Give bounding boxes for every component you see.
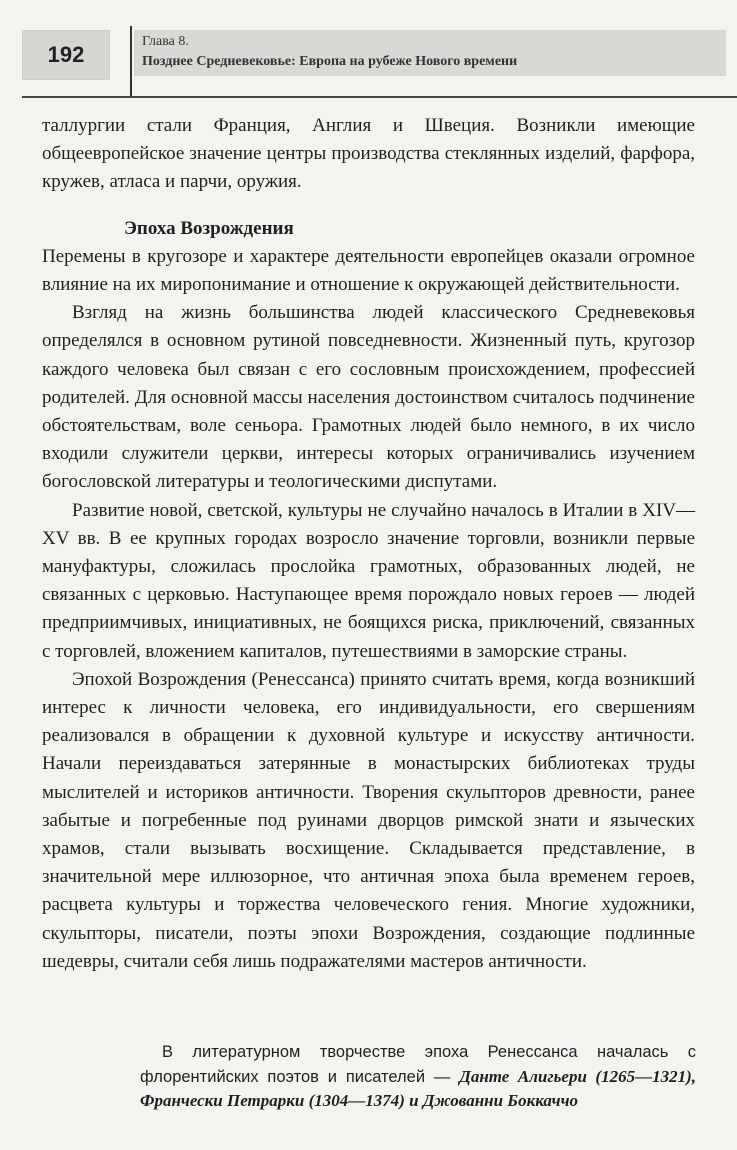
paragraph: Развитие новой, светской, культуры не случайно началось в Италии в XIV—XV вв. В ее крупных городах возросло значение торговли, возникли первые мануфактуры, сложилась прослойка грамотных, образованных людей, не связанных с церковью. Наступающее время порождало новых героев — людей предприимчивых, инициативных, не боящихся риска, приключений, связанных с торговлей, вложением капиталов, путешествиями в заморские страны. xyxy=(42,499,695,662)
chapter-number: Глава 8. xyxy=(142,34,189,49)
note-text: В литературном творчестве эпоха Ренессанса началась с флорентийских поэтов и писателей — xyxy=(140,1043,696,1086)
section-heading: Эпоха Возрождения xyxy=(124,217,294,239)
sidebar-note xyxy=(140,1040,696,1114)
note-names: Данте Алигьери (1265—1321), Франчески Петрарки (1304—1374) и Джованни Боккаччо xyxy=(140,1066,696,1110)
paragraph: Взгляд на жизнь большинства людей классического Средневековья определялся в основном рутиной повседневности. Жизненный путь, кругозор каждого человека был связан с его сословным происхождением, профессией родителей. Для основной массы населения достоинством считалось подчинение обстоятельствам, воле сеньора. Грамотных людей было немного, в их число входили служители церкви, интересы которых ограничивались изучением богословской литературы и теологическими диспутами. xyxy=(42,302,695,493)
page-number: 192 xyxy=(22,30,110,80)
header-horizontal-rule xyxy=(22,96,737,98)
page-body xyxy=(42,112,695,976)
page-header xyxy=(22,26,726,86)
header-vertical-rule xyxy=(130,26,132,98)
paragraph: Эпохой Возрождения (Ренессанса) принято считать время, когда возникший интерес к личности человека, его индивидуальности, его свершениям реализовался в обращении к духовной культуре и искусству античности. Начали переиздаваться затерянные в монастырских библиотеках труды мыслителей и историков античности. Творения скульпторов древности, ранее забытые и погребенные под руинами дворцов римской знати и языческих храмов, стали вызывать восхищение. Складывается представление, в значительной мере иллюзорное, что античная эпоха была временем героев, расцвета культуры и торжества человеческого гения. Многие художники, скульпторы, писатели, поэты эпохи Возрождения, создающие подлинные шедевры, считали себя лишь подражателями мастеров античности. xyxy=(42,668,695,972)
paragraph: Перемены в кругозоре и характере деятельности европейцев оказали огромное влияние на их миропонимание и отношение к окружающей действительности. xyxy=(42,245,695,296)
running-head xyxy=(134,30,726,76)
chapter-title: Позднее Средневековье: Европа на рубеже Нового времени xyxy=(142,54,518,69)
paragraph-continued: таллургии стали Франция, Англия и Швеция. Возникли имеющие общеевропейское значение центры производства стеклянных изделий, фарфора, кружев, атласа и парчи, оружия. xyxy=(42,115,695,193)
